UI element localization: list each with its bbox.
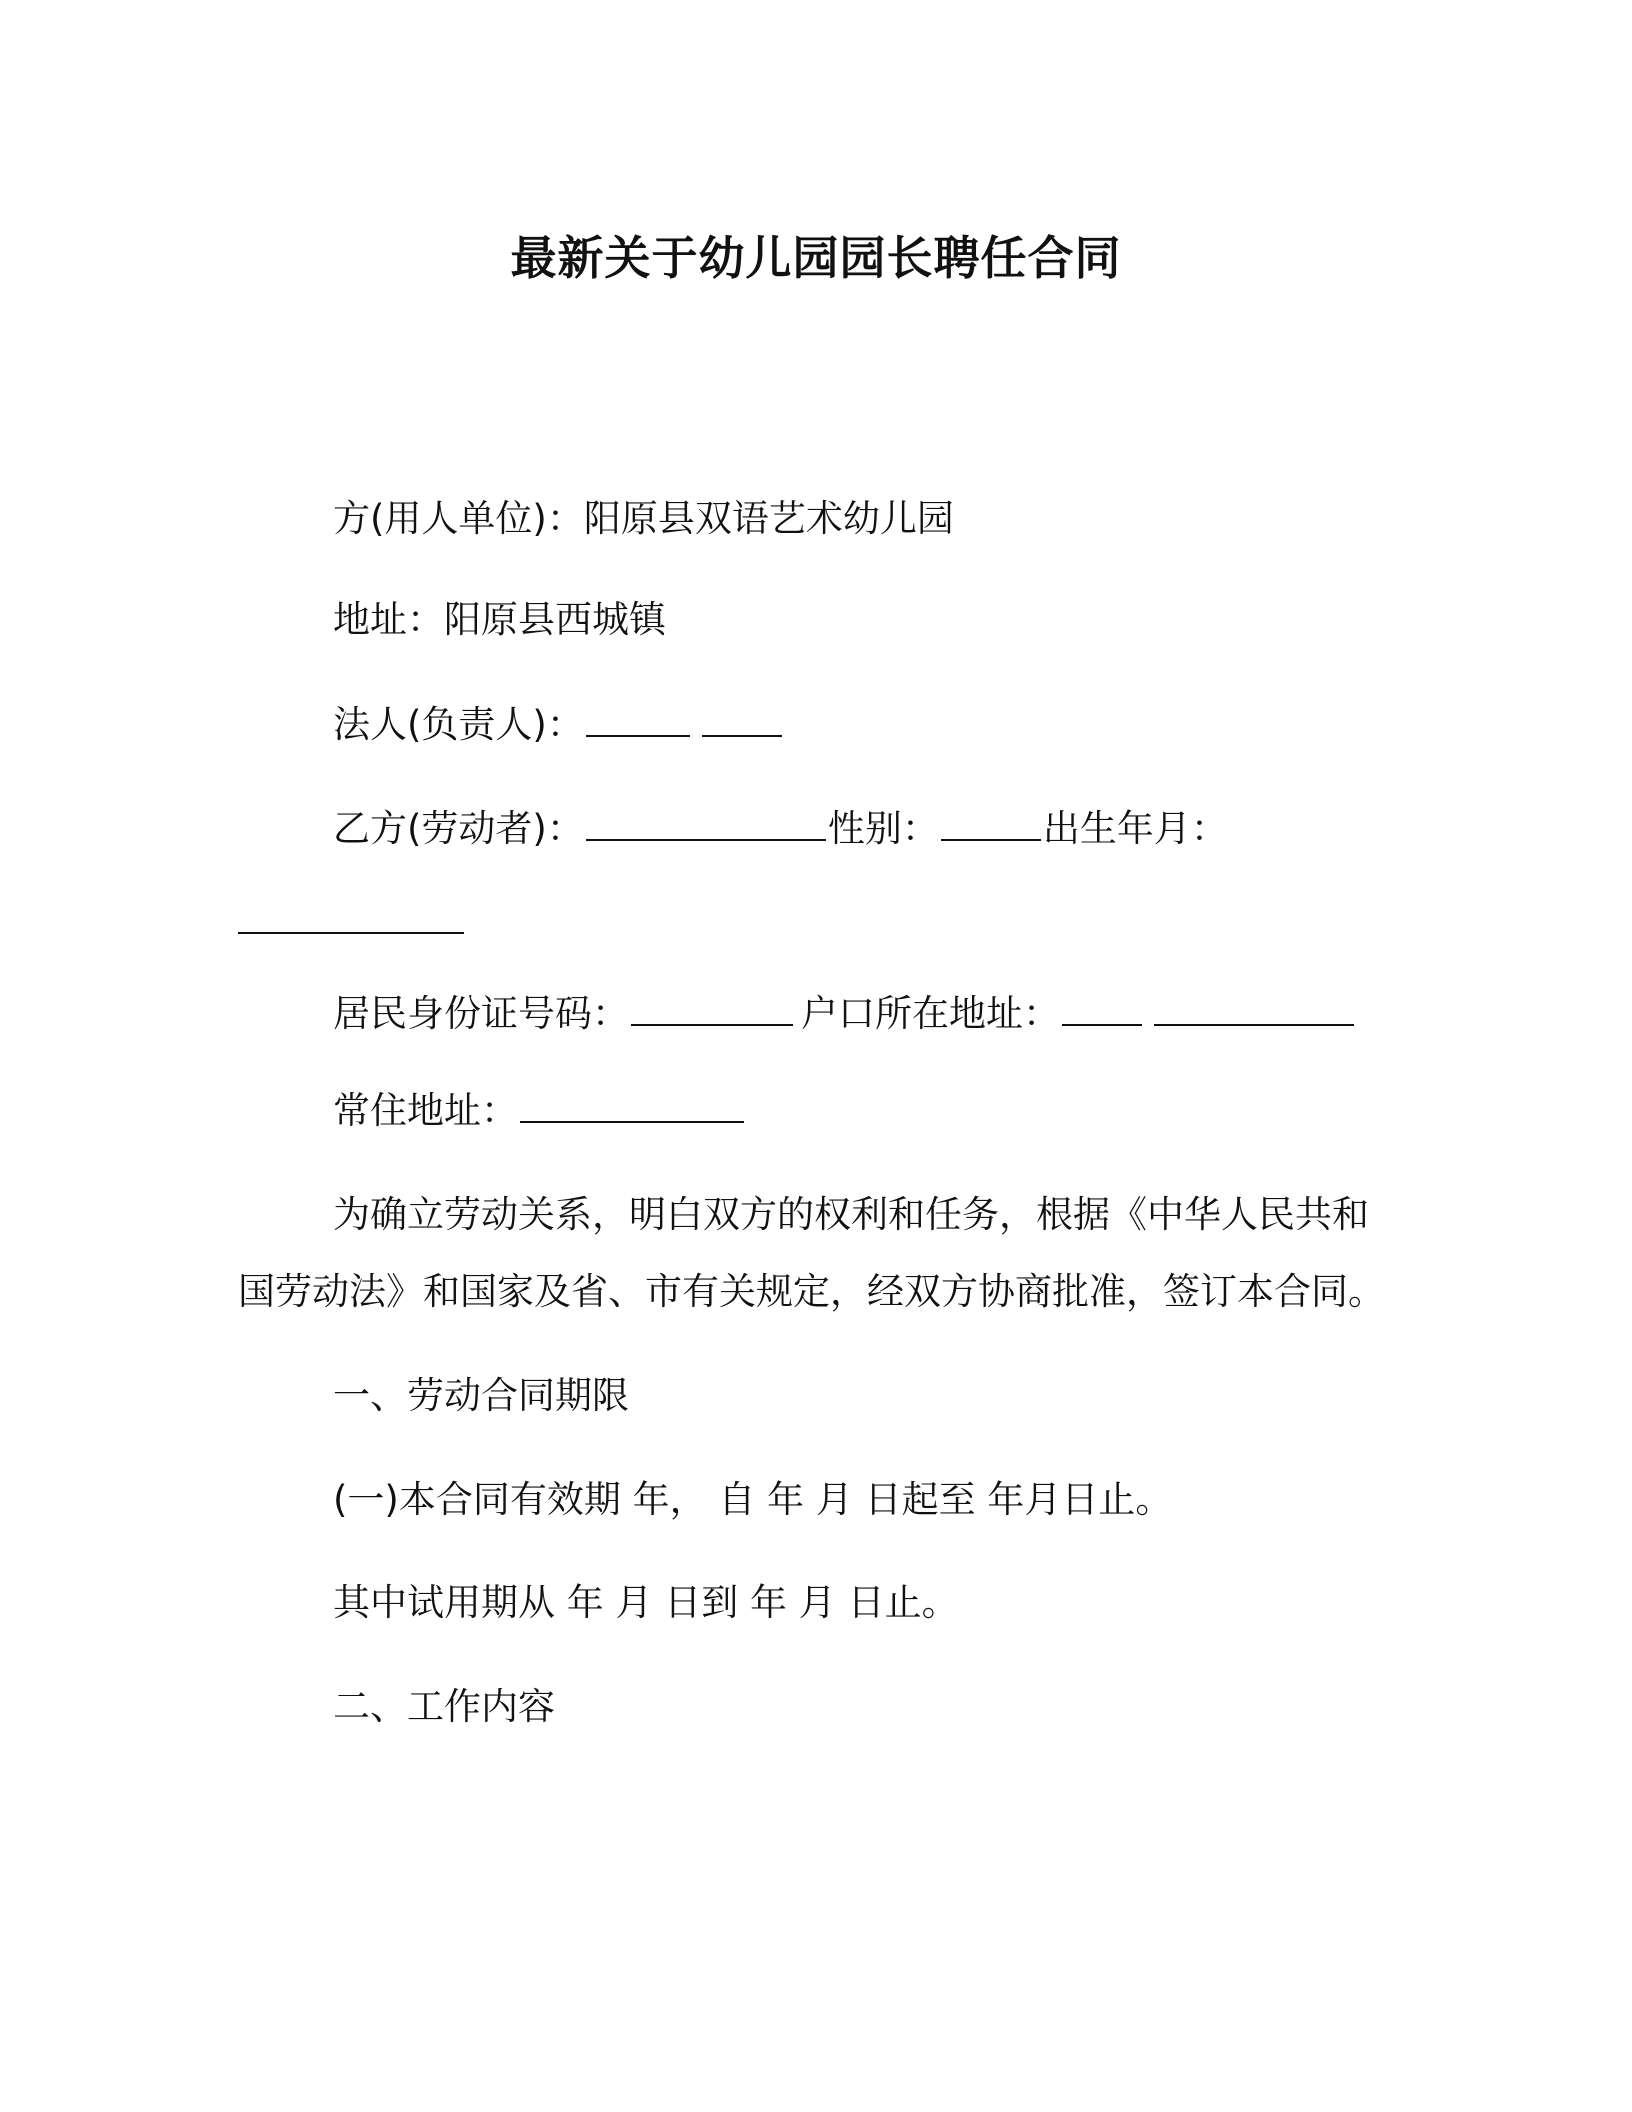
party-a-label: 方(用人单位)：: [333, 497, 584, 540]
party-b-line: [333, 807, 1228, 851]
id-line: [333, 992, 1356, 1036]
legal-rep-label: 法人(负责人)：: [333, 703, 584, 746]
section2-heading: 二、工作内容: [333, 1685, 555, 1728]
address-value: 阳原县西城镇: [444, 598, 666, 641]
residence-line: [333, 1089, 746, 1133]
id-blank[interactable]: [631, 994, 793, 1026]
document-title: 最新关于幼儿园园长聘任合同: [510, 231, 1122, 285]
party-b-label: 乙方(劳动者)：: [333, 807, 584, 850]
hukou-blank-2[interactable]: [1154, 994, 1354, 1026]
legal-rep-blank-1[interactable]: [586, 705, 690, 737]
birth-label: 出生年月：: [1042, 807, 1228, 850]
preamble-line-2: 国劳动法》和国家及省、市有关规定，经双方协商批准，签订本合同。: [238, 1270, 1385, 1313]
party-b-name-blank[interactable]: [586, 809, 826, 841]
address-label: 地址：: [333, 598, 444, 641]
residence-blank[interactable]: [520, 1091, 744, 1123]
birth-blank[interactable]: [238, 902, 464, 934]
hukou-label: 户口所在地址：: [801, 992, 1060, 1035]
hukou-blank-1[interactable]: [1062, 994, 1142, 1026]
birth-blank-line: [238, 900, 464, 944]
id-label: 居民身份证号码：: [333, 992, 629, 1035]
legal-rep-blank-2[interactable]: [702, 705, 782, 737]
section1-probation: 其中试用期从 年 月 日到 年 月 日止。: [333, 1581, 959, 1624]
gender-blank[interactable]: [941, 809, 1041, 841]
legal-rep-line: [333, 703, 784, 747]
section1-term: (一)本合同有效期 年， 自 年 月 日起至 年月日止。: [333, 1478, 1173, 1521]
party-a-value: 阳原县双语艺术幼儿园: [583, 497, 954, 540]
gender-label: 性别：: [827, 807, 939, 850]
section1-heading: 一、劳动合同期限: [333, 1374, 629, 1417]
party-a-line: [333, 497, 954, 541]
address-line: [333, 598, 666, 642]
preamble-line-1: 为确立劳动关系，明白双方的权利和任务，根据《中华人民共和: [333, 1193, 1369, 1236]
residence-label: 常住地址：: [333, 1089, 518, 1132]
